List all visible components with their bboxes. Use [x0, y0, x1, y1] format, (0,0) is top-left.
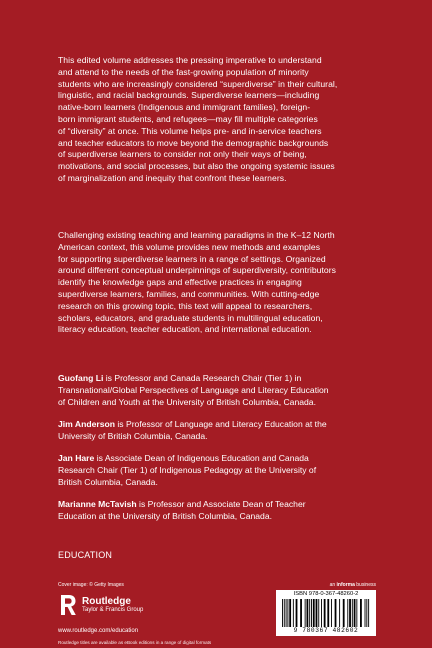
text-line: scholars, educators, and graduate students in multilingual education,: [58, 312, 323, 323]
barcode-bar: [343, 599, 345, 627]
author-bio-1: [58, 373, 376, 408]
text-line: of marginalization and inequity that confront these learners.: [58, 172, 287, 183]
author-name: Marianne McTavish: [58, 499, 137, 509]
text-line: Challenging existing teaching and learning paradigms in the K–12 North: [58, 230, 335, 240]
publisher-name-block: [82, 596, 143, 614]
bio-line: Research Chair (Tier 1) of Indigenous Pedagogy at the University of: [58, 464, 317, 475]
publisher-url: www.routledge.com/education: [58, 628, 139, 634]
text-line: and teacher educators to move beyond the demographic backgrounds: [58, 137, 329, 148]
text-line: literacy education, teacher education, and international education.: [58, 324, 312, 335]
bio-line: is Professor and Canada Research Chair (Tier 1) in: [103, 373, 302, 383]
publisher-name: Routledge: [82, 596, 131, 607]
barcode-bar: [339, 599, 340, 627]
text-line: born immigrant students, and refugees—may fill multiple categories: [58, 113, 318, 124]
informa-brand: informa: [336, 582, 355, 588]
text-line: of “diversity” at once. This volume helps pre- and in-service teachers: [58, 125, 322, 136]
isbn-label: ISBN 978-0-367-48260-2: [293, 591, 359, 597]
barcode-icon: [281, 599, 371, 627]
subject-category: EDUCATION: [58, 550, 113, 560]
barcode-bar: [366, 599, 367, 627]
barcode-bar: [305, 599, 306, 627]
bio-line: Education at the University of British Columbia, Canada.: [58, 510, 272, 521]
description-paragraph-1: [58, 55, 376, 185]
barcode-bar: [311, 599, 312, 627]
text-line: research on this growing topic, this text will appeal to researchers,: [58, 300, 313, 311]
text-line: American context, this volume provides new methods and examples: [58, 241, 321, 252]
barcode-bar: [284, 599, 285, 627]
barcode-bar: [360, 599, 362, 627]
cover-image-credit: Cover image: © Getty Images: [58, 582, 124, 588]
bio-line: is Associate Dean of Indigenous Education and Canada: [94, 453, 309, 463]
text-line: around different conceptual underpinnings of superdiversity, contributors: [58, 265, 337, 276]
bio-line: Transnational/Global Perspectives of Language and Literacy Education: [58, 384, 329, 395]
text-line: linguistic, and racial backgrounds. Superdiverse learners—including: [58, 90, 320, 101]
routledge-r-logo-icon: [58, 593, 78, 617]
barcode-bar: [296, 599, 298, 627]
description-paragraph-2: [58, 230, 376, 336]
barcode-bar: [352, 599, 353, 627]
barcode-bar: [368, 599, 369, 627]
bio-line: British Columbia, Canada.: [58, 476, 158, 487]
barcode-bar: [282, 599, 283, 627]
author-bio-3: [58, 453, 376, 488]
bio-line: is Professor of Language and Literacy Education at the: [114, 419, 327, 429]
bio-line: of Children and Youth at the University of British Columbia, Canada.: [58, 396, 316, 407]
text-line: This edited volume addresses the pressing imperative to understand: [58, 55, 322, 65]
barcode-bar: [356, 599, 357, 627]
text-line: for supporting superdiverse learners in a range of settings. Organized: [58, 253, 326, 264]
informa-tagline: [290, 582, 376, 588]
barcode-panel: [276, 590, 376, 636]
barcode-bar: [309, 599, 310, 627]
barcode-bar: [327, 599, 329, 627]
barcode-bar: [318, 599, 319, 627]
barcode-bar: [313, 599, 315, 627]
barcode-bar: [331, 599, 332, 627]
barcode-bar: [365, 599, 366, 627]
text-line: identify the knowledge gaps and effective practices in engaging: [58, 277, 302, 288]
author-name: Guofang Li: [58, 373, 104, 383]
text-line: motivations, and social processes, but also the ongoing systemic issues: [58, 161, 335, 172]
publisher-group: Taylor & Francis Group: [82, 607, 144, 613]
barcode-bar: [349, 599, 351, 627]
ebook-note: Routledge titles are available as eBook editions in a range of digital formats: [58, 640, 212, 645]
text-line: of superdiverse learners to consider not only their ways of being,: [58, 149, 307, 160]
barcode-bar: [286, 599, 287, 627]
text-line: and attend to the needs of the fast-growing population of minority: [58, 66, 309, 77]
barcode-bar: [287, 599, 288, 627]
barcode-bar: [316, 599, 318, 627]
barcode-bar: [293, 599, 294, 627]
barcode-bar: [306, 599, 308, 627]
author-bio-4: [58, 499, 376, 523]
author-bio-2: [58, 419, 376, 443]
barcode-bar: [324, 599, 326, 627]
text-line: superdiverse learners, families, and communities. With cutting-edge: [58, 288, 320, 299]
barcode-bar: [335, 599, 337, 627]
barcode-bar: [289, 599, 291, 627]
publisher-logo: [58, 592, 143, 618]
barcode-bar: [347, 599, 348, 627]
bio-line: University of British Columbia, Canada.: [58, 430, 208, 441]
text-line: students who are increasingly considered “superdiverse” in their cultural,: [58, 78, 338, 89]
author-name: Jan Hare: [58, 453, 95, 463]
text-line: native-born learners (Indigenous and immigrant families), foreign-: [58, 102, 311, 113]
barcode-bar: [321, 599, 322, 627]
author-name: Jim Anderson: [58, 419, 115, 429]
barcode-bar: [354, 599, 356, 627]
barcode-digits: 9 780367 482602: [293, 627, 359, 634]
informa-prefix: an: [329, 582, 337, 588]
barcode-bar: [300, 599, 302, 627]
bio-line: is Professor and Associate Dean of Teacher: [136, 499, 306, 509]
informa-suffix: business: [354, 582, 376, 588]
